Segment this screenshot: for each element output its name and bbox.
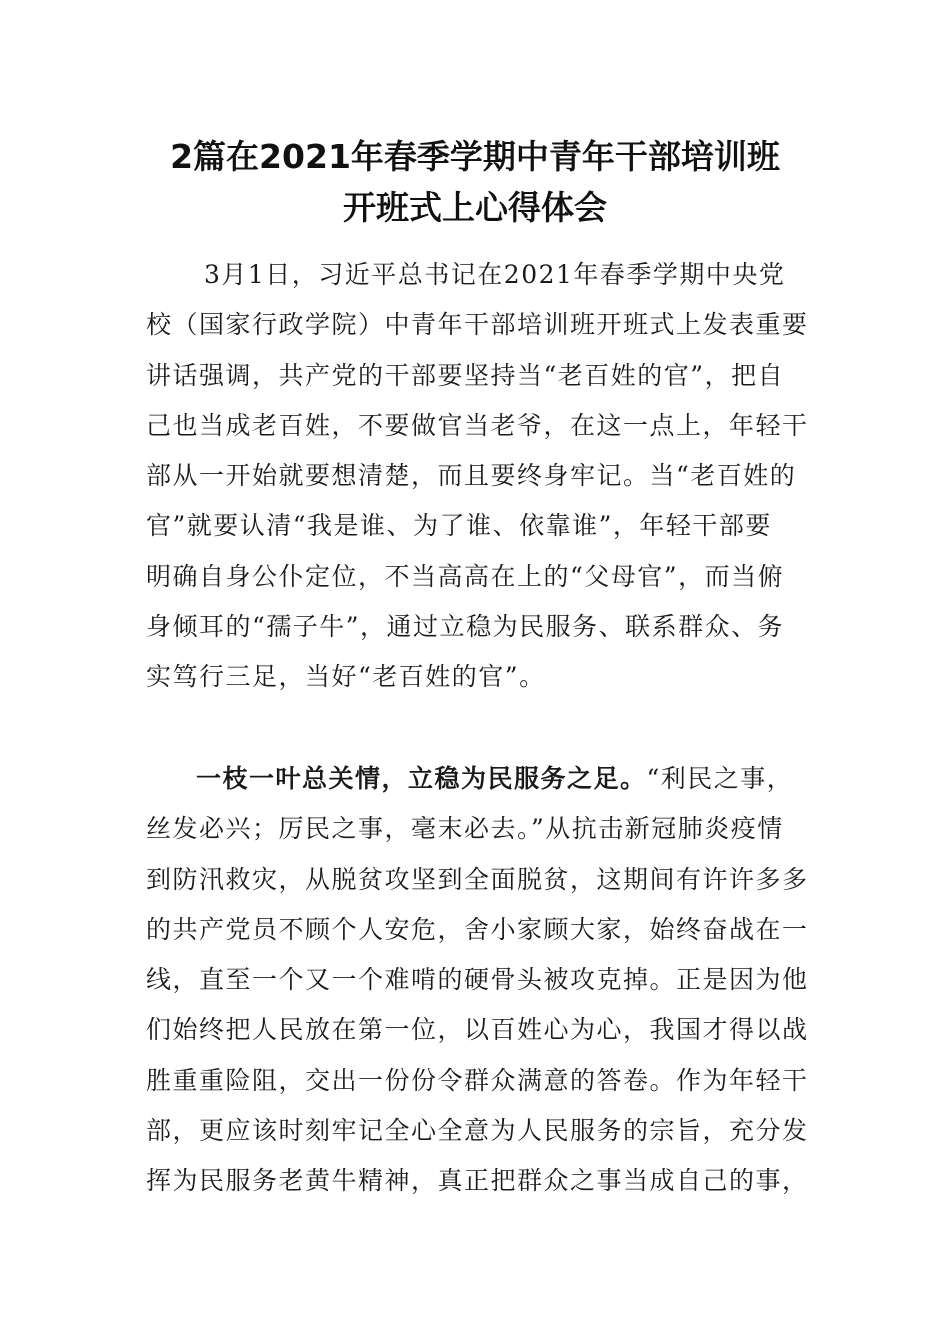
paragraph-line: 部，更应该时刻牢记全心全意为人民服务的宗旨，充分发 [146, 1116, 809, 1146]
paragraph-intro [146, 250, 809, 703]
paragraph-line: 己也当成老百姓，不要做官当老爷，在这一点上，年轻干 [146, 410, 809, 440]
paragraph-line: 线，直至一个又一个难啃的硬骨头被攻克掉。正是因为他 [146, 965, 809, 995]
paragraph-line: 讲话强调，共产党的干部要坚持当“老百姓的官”，把自 [146, 360, 785, 390]
paragraph-line: 到防汛救灾，从脱贫攻坚到全面脱贫，这期间有许许多多 [146, 864, 809, 894]
paragraph-line: 挥为民服务老黄牛精神，真正把群众之事当成自己的事， [146, 1166, 809, 1196]
paragraph-first-line [146, 754, 794, 804]
paragraph-serve-people [146, 754, 809, 1207]
paragraph-line: 的共产党员不顾个人安危，舍小家顾大家，始终奋战在一 [146, 914, 809, 944]
document-title [130, 131, 820, 233]
paragraph-line: 丝发必兴；厉民之事，毫末必去。”从抗击新冠肺炎疫情 [146, 814, 784, 844]
paragraph-line: 们始终把人民放在第一位，以百姓心为心，我国才得以战 [146, 1015, 809, 1045]
paragraph-line: 部从一开始就要想清楚，而且要终身牢记。当“老百姓的 [146, 461, 797, 491]
paragraph-line: 官”就要认清“我是谁、为了谁、依靠谁”，年轻干部要 [146, 511, 772, 541]
paragraph-line: 实笃行三足，当好“老百姓的官”。 [146, 662, 546, 692]
title-line-1: 2篇在2021年春季学期中青年干部培训班 [170, 137, 780, 176]
paragraph-line: 3月1日，习近平总书记在2021年春季学期中央党 [204, 260, 786, 289]
paragraph-line: 身倾耳的“孺子牛”，通过立稳为民服务、联系群众、务 [146, 612, 785, 642]
paragraph-line: 明确自身公仆定位，不当高高在上的“父母官”，而当俯 [146, 561, 785, 591]
paragraph-line: 校（国家行政学院）中青年干部培训班开班式上发表重要 [146, 310, 809, 340]
title-line-2: 开班式上心得体会 [343, 188, 607, 227]
paragraph-lead-rest: “利民之事， [646, 764, 794, 793]
paragraph-lead-heading: 一枝一叶总关情，立稳为民服务之足。 [196, 764, 647, 793]
paragraph-line: 胜重重险阻，交出一份份令群众满意的答卷。作为年轻干 [146, 1065, 809, 1095]
